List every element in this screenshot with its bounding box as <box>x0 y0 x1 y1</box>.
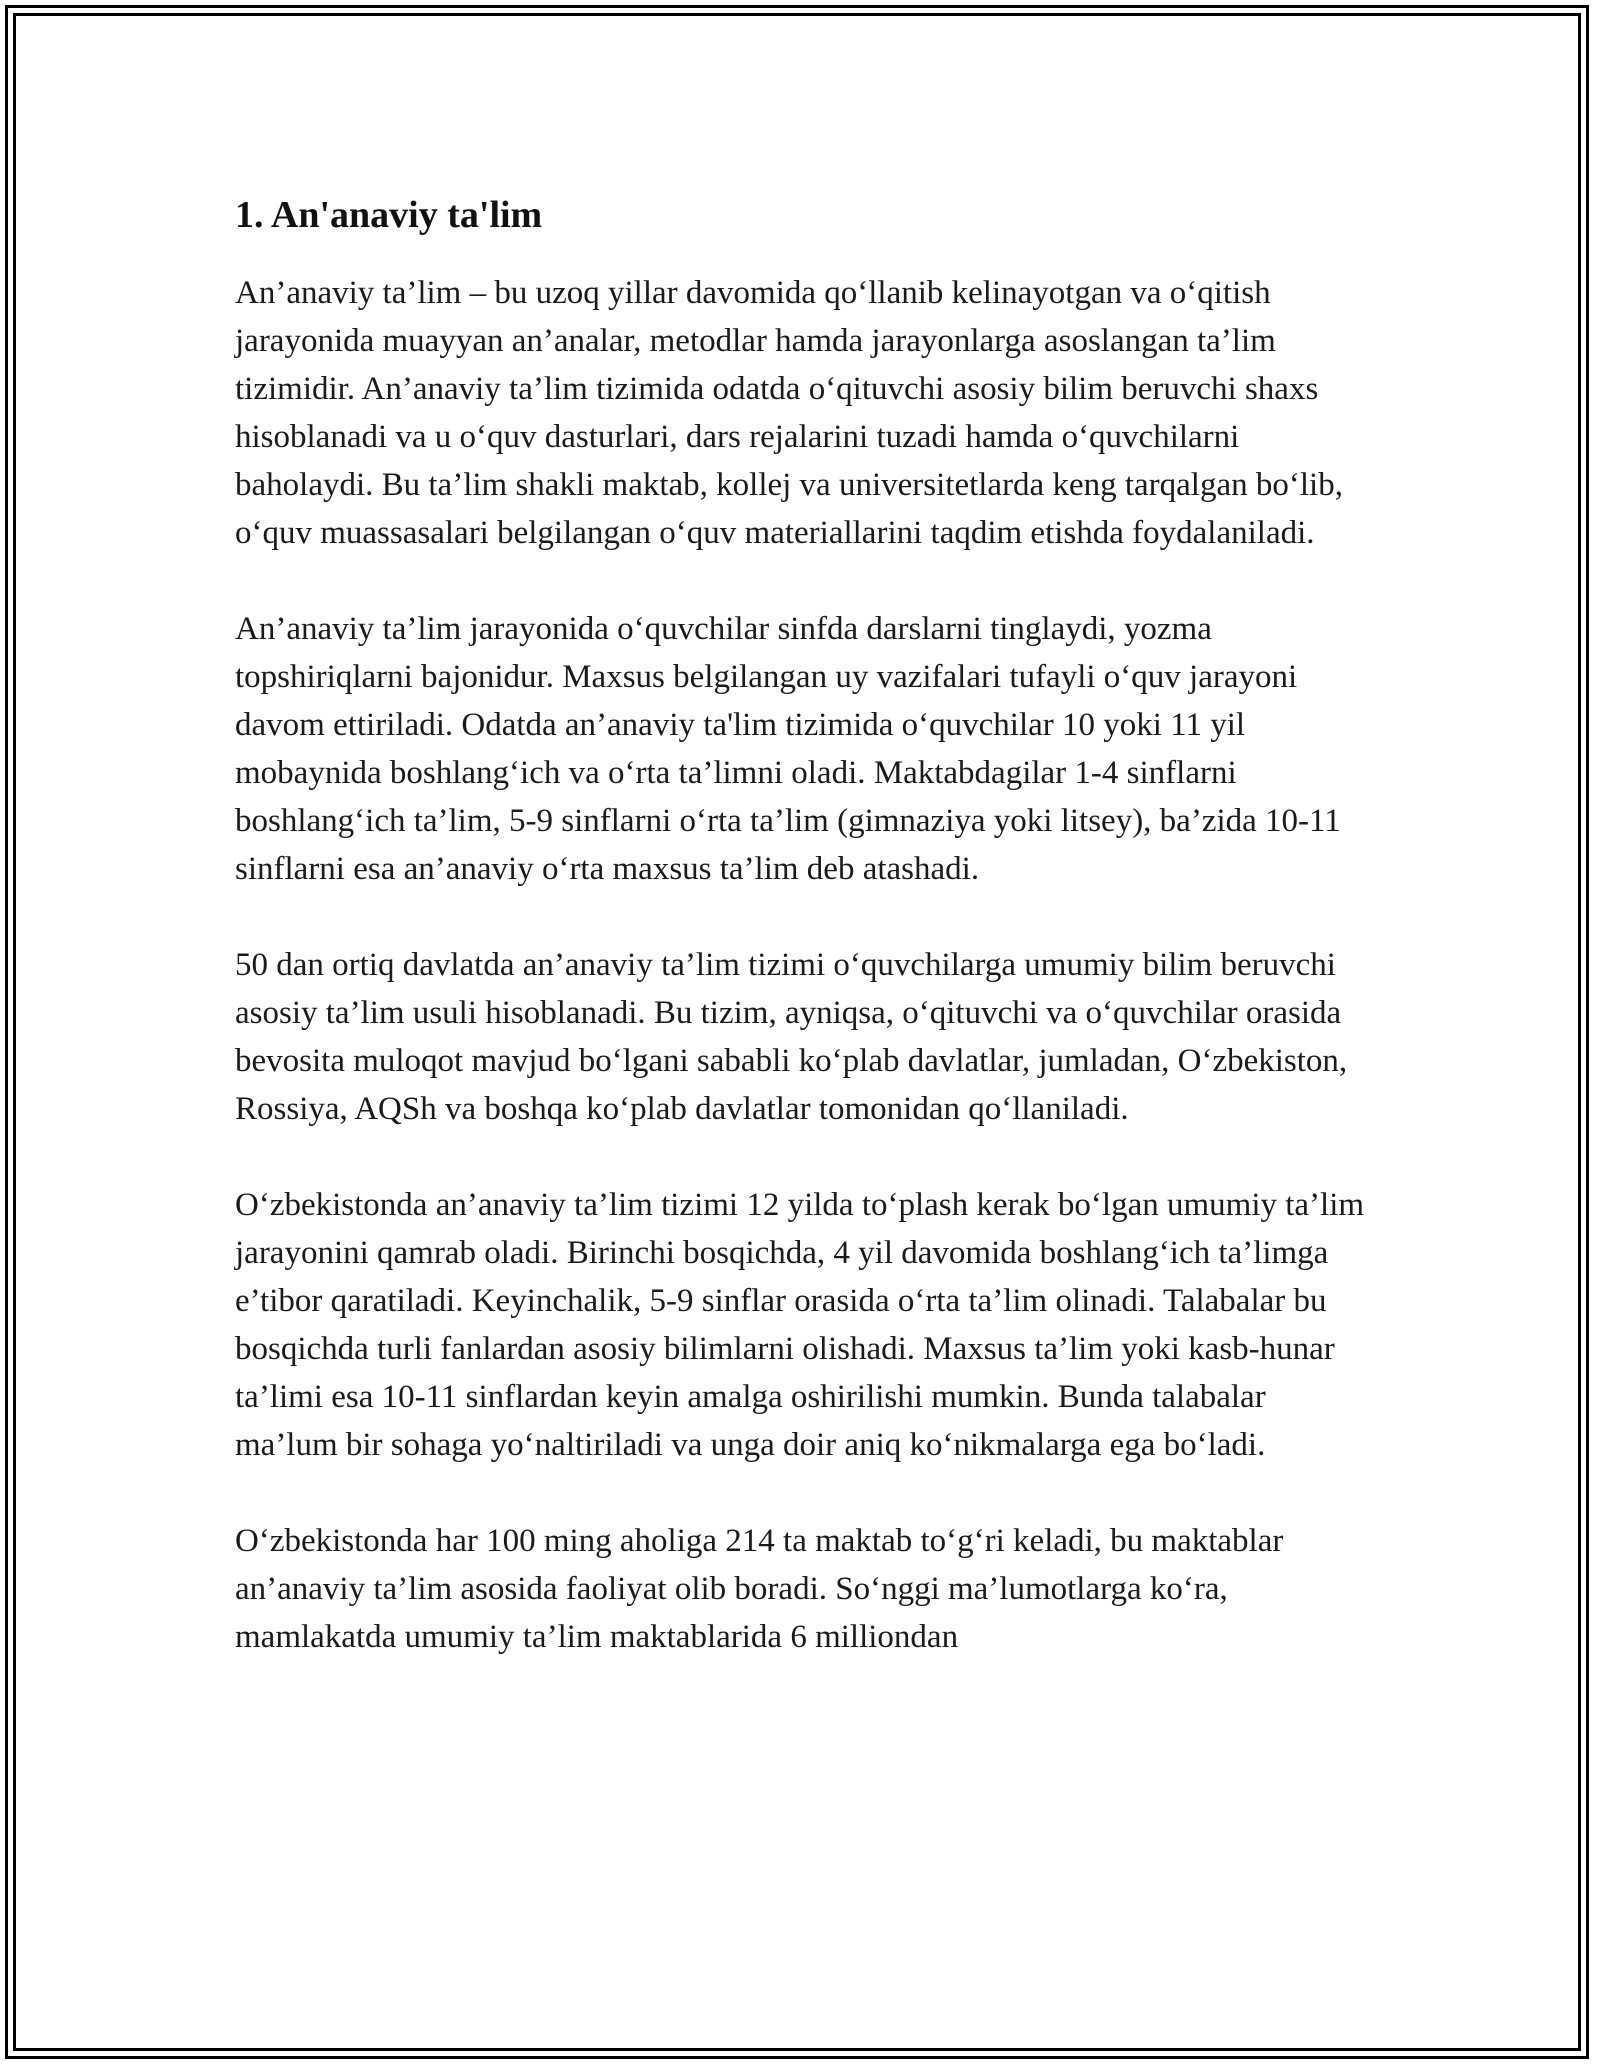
paragraph-3: 50 dan ortiq davlatda an’anaviy ta’lim tizimi o‘quvchilarga umumiy bilim beruvchi asosiy ta’lim usuli hisoblanadi. Bu tizim, ayniqsa, o‘qituvchi va o‘quvchilar orasida bevosita muloqot mavjud bo‘lgani sababli ko‘plab davlatlar, jumladan, O‘zbekiston, Rossiya, AQSh va boshqa ko‘plab davlatlar tomonidan qo‘llaniladi. <box>235 947 1348 1127</box>
paragraph-5: O‘zbekistonda har 100 ming aholiga 214 ta maktab to‘g‘ri keladi, bu maktablar an’anaviy ta’lim asosida faoliyat olib boradi. So‘nggi ma’lumotlarga ko‘ra, mamlakatda umumiy ta’lim maktablarida 6 milliondan <box>235 1523 1284 1655</box>
document-body <box>235 185 1370 1661</box>
paragraph-4: O‘zbekistonda an’anaviy ta’lim tizimi 12 yilda to‘plash kerak bo‘lgan umumiy ta’lim jarayonini qamrab oladi. Birinchi bosqichda, 4 yil davomida boshlang‘ich ta’limga e’tibor qaratiladi. Keyinchalik, 5-9 sinflar orasida o‘rta ta’lim olinadi. Talabalar bu bosqichda turli fanlardan asosiy bilimlarni olishadi. Maxsus ta’lim yoki kasb-hunar ta’limi esa 10-11 sinflardan keyin amalga oshirilishi mumkin. Bunda talabalar ma’lum bir sohaga yo‘naltiriladi va unga doir aniq ko‘nikmalarga ega bo‘ladi. <box>235 1187 1365 1463</box>
paragraph-1: An’anaviy ta’lim – bu uzoq yillar davomida qo‘llanib kelinayotgan va o‘qitish jarayonida muayyan an’analar, metodlar hamda jarayonlarga asoslangan ta’lim tizimidir. An’anaviy ta’lim tizimida odatda o‘qituvchi asosiy bilim beruvchi shaxs hisoblanadi va u o‘quv dasturlari, dars rejalarini tuzadi hamda o‘quvchilarni baholaydi. Bu ta’lim shakli maktab, kollej va universitetlarda keng tarqalgan bo‘lib, o‘quv muassasalari belgilangan o‘quv materiallarini taqdim etishda foydalaniladi. <box>235 275 1343 551</box>
paragraph-2: An’anaviy ta’lim jarayonida o‘quvchilar sinfda darslarni tinglaydi, yozma topshiriqlarni bajonidur. Maxsus belgilangan uy vazifalari tufayli o‘quv jarayoni davom ettiriladi. Odatda an’anaviy ta'lim tizimida o‘quvchilar 10 yoki 11 yil mobaynida boshlang‘ich va o‘rta ta’limni oladi. Maktabdagilar 1-4 sinflarni boshlang‘ich ta’lim, 5-9 sinflarni o‘rta ta’lim (gimnaziya yoki litsey), ba’zida 10-11 sinflarni esa an’anaviy o‘rta maxsus ta’lim deb atashadi. <box>235 611 1341 887</box>
section-heading: 1. An'anaviy ta'lim <box>235 194 543 236</box>
